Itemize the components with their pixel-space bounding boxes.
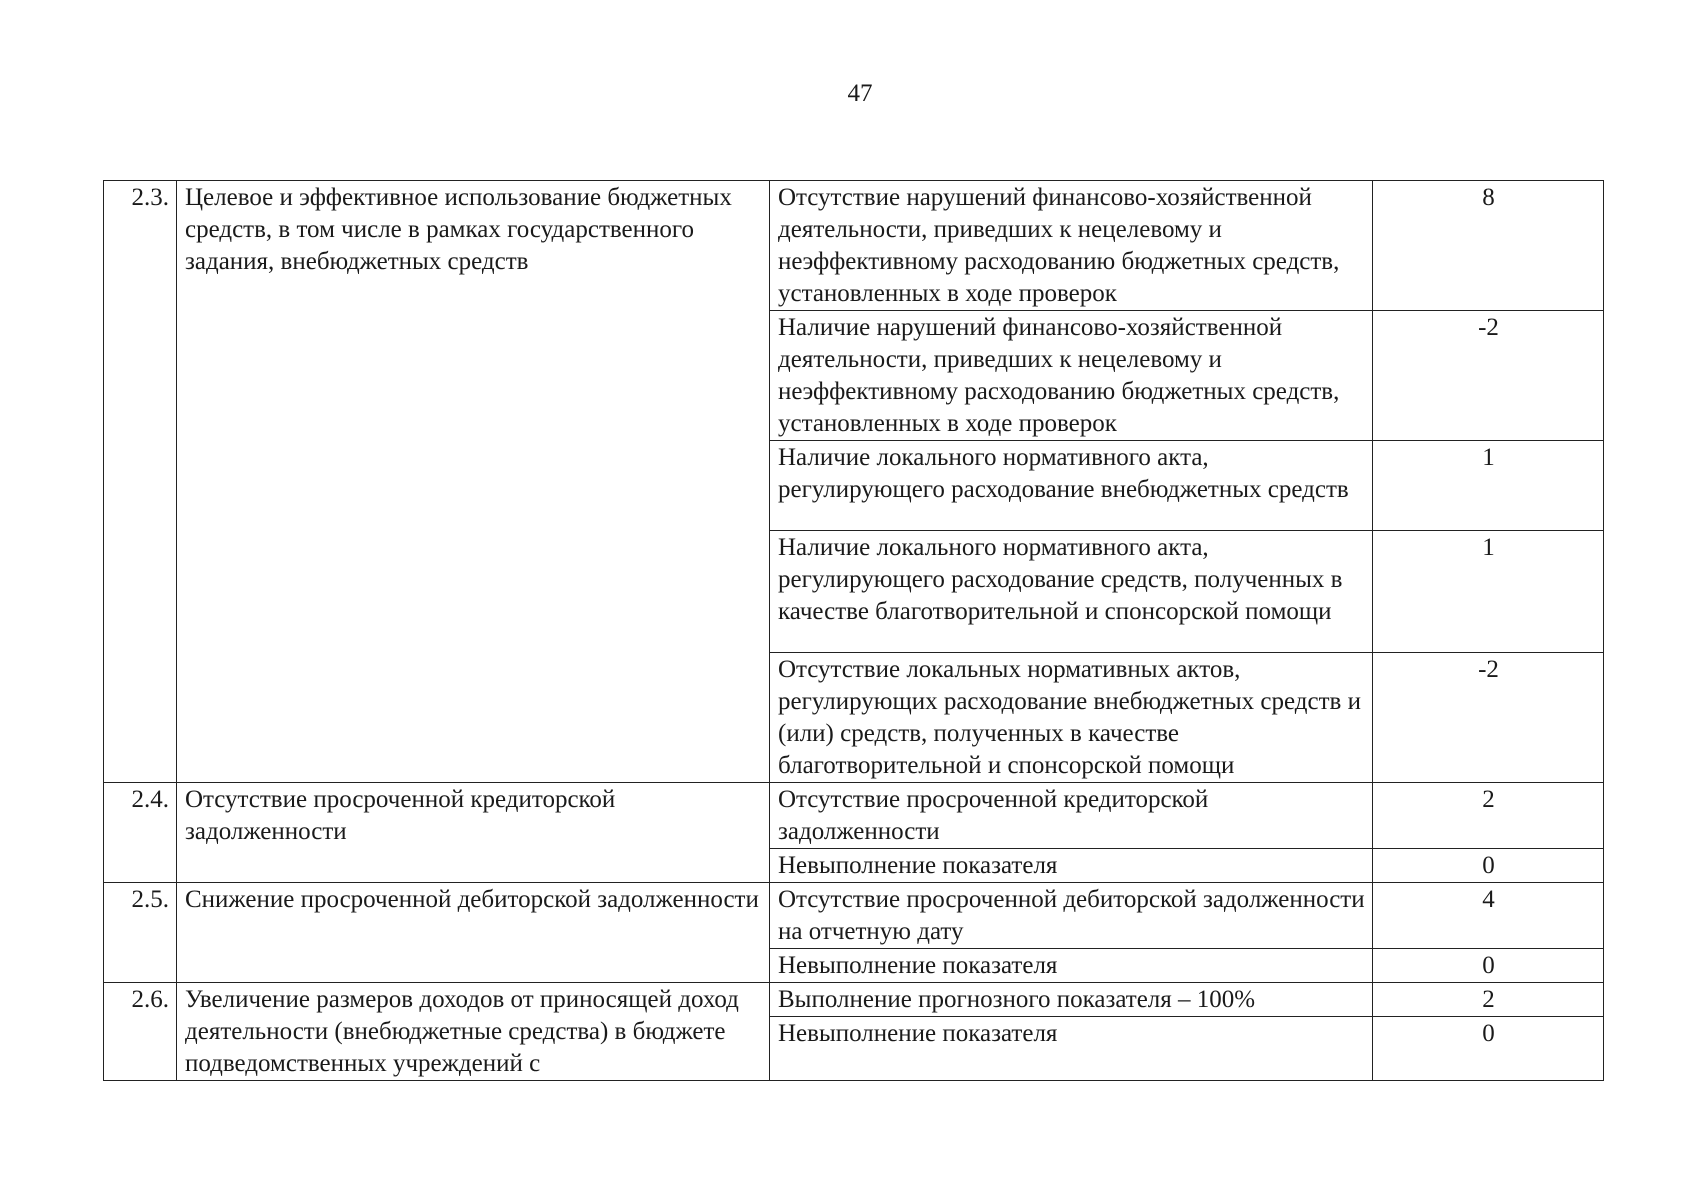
table-row — [104, 181, 1604, 311]
condition-text: Наличие локального нормативного акта, регулирующего расходование внебюджетных средств — [770, 441, 1373, 531]
criterion-number: 2.3. — [104, 181, 177, 783]
score-value: 8 — [1373, 181, 1604, 311]
criterion-number: 2.6. — [104, 983, 177, 1081]
score-value: -2 — [1373, 311, 1604, 441]
condition-text: Невыполнение показателя — [770, 1017, 1373, 1081]
criterion-name: Отсутствие просроченной кредиторской задолженности — [177, 783, 770, 883]
condition-text: Отсутствие просроченной кредиторской задолженности — [770, 783, 1373, 849]
condition-text: Наличие локального нормативного акта, регулирующего расходование средств, полученных в качестве благотворительной и спонсорской помощи — [770, 531, 1373, 653]
condition-text: Невыполнение показателя — [770, 849, 1373, 883]
score-value: 2 — [1373, 783, 1604, 849]
condition-text: Отсутствие нарушений финансово-хозяйственной деятельности, приведших к нецелевому и неэффективному расходованию бюджетных средств, установленных в ходе проверок — [770, 181, 1373, 311]
score-value: -2 — [1373, 653, 1604, 783]
condition-text: Выполнение прогнозного показателя – 100% — [770, 983, 1373, 1017]
condition-text: Невыполнение показателя — [770, 949, 1373, 983]
score-value: 1 — [1373, 441, 1604, 531]
criteria-table — [103, 180, 1604, 1081]
criterion-name: Увеличение размеров доходов от приносящей доход деятельности (внебюджетные средства) в бюджете подведомственных учреждений с — [177, 983, 770, 1081]
score-value: 2 — [1373, 983, 1604, 1017]
criterion-number: 2.5. — [104, 883, 177, 983]
condition-text: Наличие нарушений финансово-хозяйственной деятельности, приведших к нецелевому и неэффективному расходованию бюджетных средств, установленных в ходе проверок — [770, 311, 1373, 441]
score-value: 0 — [1373, 1017, 1604, 1081]
score-value: 4 — [1373, 883, 1604, 949]
criterion-name: Снижение просроченной дебиторской задолженности — [177, 883, 770, 983]
criterion-number: 2.4. — [104, 783, 177, 883]
condition-text: Отсутствие локальных нормативных актов, регулирующих расходование внебюджетных средств и (или) средств, полученных в качестве благотворительной и спонсорской помощи — [770, 653, 1373, 783]
score-value: 1 — [1373, 531, 1604, 653]
table-row — [104, 783, 1604, 849]
table-row — [104, 983, 1604, 1017]
table-row — [104, 883, 1604, 949]
score-value: 0 — [1373, 949, 1604, 983]
criterion-name: Целевое и эффективное использование бюджетных средств, в том числе в рамках государственного задания, внебюджетных средств — [177, 181, 770, 783]
condition-text: Отсутствие просроченной дебиторской задолженности на отчетную дату — [770, 883, 1373, 949]
page-number: 47 — [847, 80, 873, 107]
score-value: 0 — [1373, 849, 1604, 883]
